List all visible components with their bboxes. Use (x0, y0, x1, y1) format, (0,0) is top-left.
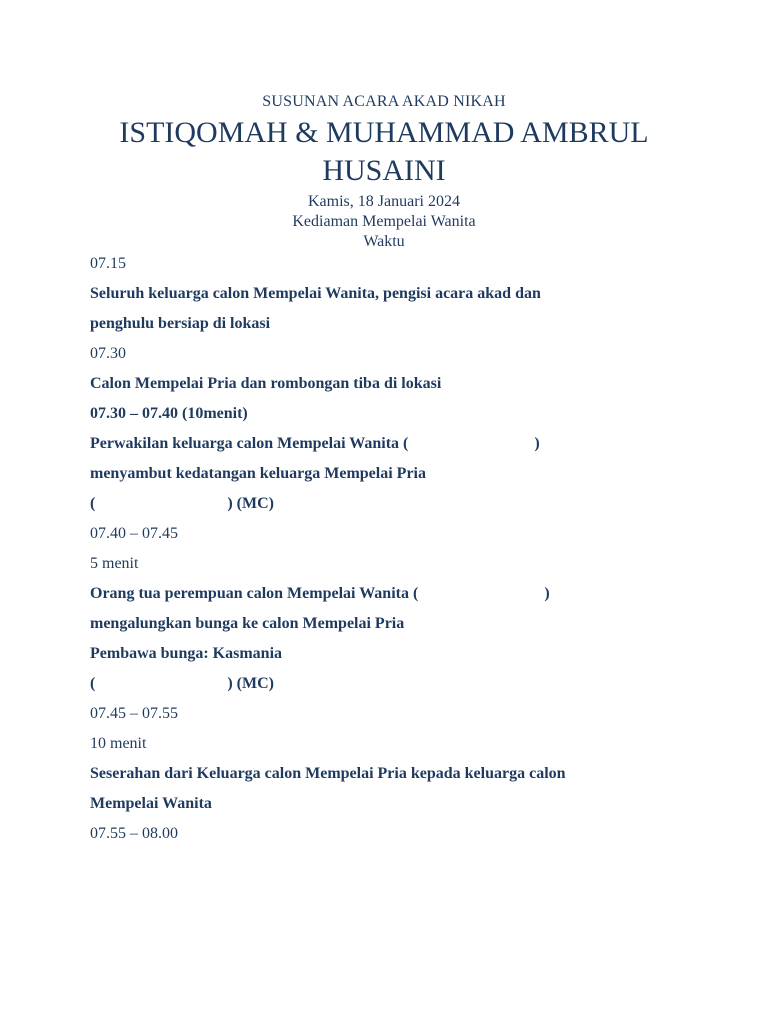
schedule-item-text: Perwakilan keluarga calon Mempelai Wanita ( (90, 435, 409, 452)
mc-line (90, 669, 690, 699)
schedule-item: Seluruh keluarga calon Mempelai Wanita, pengisi acara akad dan (90, 285, 541, 302)
mc-line (90, 489, 690, 519)
document-subtitle: SUSUNAN ACARA AKAD NIKAH (262, 93, 506, 110)
schedule-time: 07.30 (90, 345, 126, 362)
blank-open-paren: ( (90, 675, 96, 692)
schedule-duration: 10 menit (90, 735, 147, 752)
schedule-item: Mempelai Wanita (90, 795, 212, 812)
schedule-item (90, 579, 690, 609)
schedule-item: Calon Mempelai Pria dan rombongan tiba di lokasi (90, 375, 442, 392)
event-date: Kamis, 18 Januari 2024 (308, 193, 460, 210)
schedule-time: 07.55 – 08.00 (90, 825, 178, 842)
mc-label: ) (MC) (227, 675, 274, 692)
schedule-time: 07.15 (90, 255, 126, 272)
schedule-item: mengalungkan bunga ke calon Mempelai Pria (90, 615, 405, 632)
time-column-label: Waktu (363, 233, 405, 250)
schedule-time: 07.40 – 07.45 (90, 525, 178, 542)
schedule-item: penghulu bersiap di lokasi (90, 315, 271, 332)
schedule-item: Seserahan dari Keluarga calon Mempelai Pria kepada keluarga calon (90, 765, 566, 782)
document-title: ISTIQOMAH & MUHAMMAD AMBRUL HUSAINI (119, 116, 649, 187)
document-header (0, 92, 768, 252)
schedule-item-text: Orang tua perempuan calon Mempelai Wanita ( (90, 585, 419, 602)
blank-close-paren: ) (534, 435, 540, 452)
blank-open-paren: ( (90, 495, 96, 512)
event-venue: Kediaman Mempelai Wanita (292, 213, 476, 230)
schedule-duration: 5 menit (90, 555, 139, 572)
schedule-list (90, 249, 690, 849)
schedule-time: 07.45 – 07.55 (90, 705, 178, 722)
mc-label: ) (MC) (227, 495, 274, 512)
schedule-item: menyambut kedatangan keluarga Mempelai Pria (90, 465, 426, 482)
schedule-item (90, 429, 690, 459)
blank-close-paren: ) (544, 585, 550, 602)
schedule-item: Pembawa bunga: Kasmania (90, 645, 283, 662)
schedule-time: 07.30 – 07.40 (10menit) (90, 405, 248, 422)
